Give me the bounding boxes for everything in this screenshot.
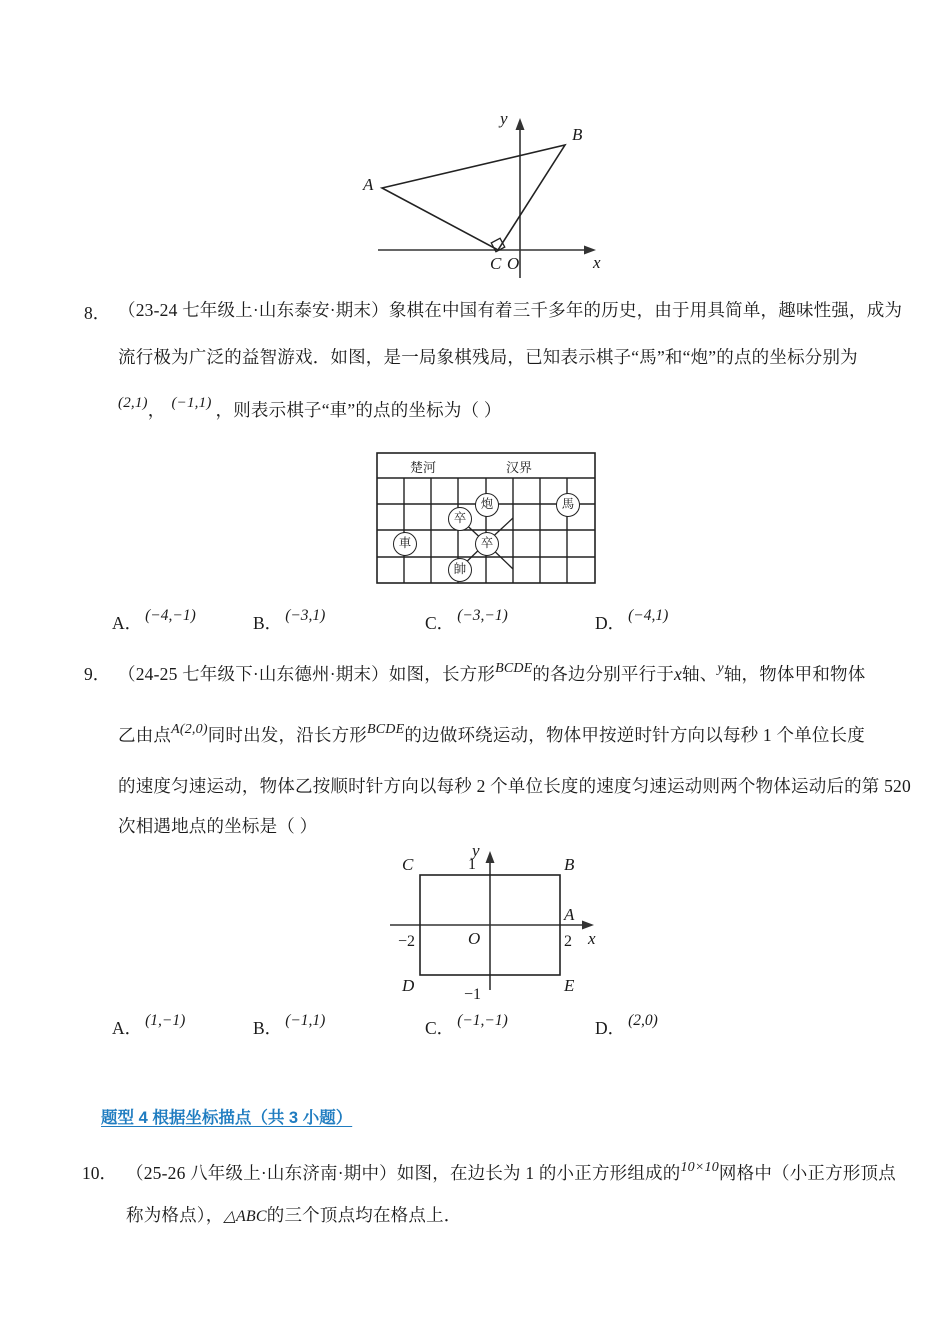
x-axis-label: x bbox=[593, 253, 601, 272]
y-axis-label: y bbox=[500, 109, 508, 128]
option-d-value: (−4,1) bbox=[628, 607, 669, 624]
chess-piece-ju[interactable]: 車 bbox=[393, 532, 417, 556]
q9-l1-y: y bbox=[717, 661, 724, 676]
option-c-label: C． bbox=[425, 613, 455, 633]
vertex-label-e: E bbox=[564, 976, 575, 995]
chess-piece-zu-2[interactable]: 卒 bbox=[475, 532, 499, 556]
triangle-abc bbox=[382, 145, 565, 250]
option-c-label: C． bbox=[425, 1018, 455, 1038]
q9-l2-a: 乙由点 bbox=[118, 725, 172, 745]
option-b-label: B． bbox=[253, 1018, 283, 1038]
option-a-label: A． bbox=[112, 613, 143, 633]
question8-option-b[interactable] bbox=[253, 607, 326, 635]
figure-chessboard bbox=[376, 452, 596, 584]
y-axis-arrow bbox=[486, 851, 495, 863]
coord-pao: (−1,1) bbox=[171, 395, 212, 411]
board-banner-right: 汉界 bbox=[506, 460, 533, 475]
q9-l1-a: （24-25 七年级下·山东德州·期末）如图，长方形 bbox=[118, 664, 496, 684]
option-d-value: (2,0) bbox=[628, 1012, 658, 1029]
tick-label-x-negative: −2 bbox=[398, 933, 416, 950]
vertex-label-a: A bbox=[564, 905, 575, 924]
x-axis-label: x bbox=[588, 929, 596, 948]
tick-label-y-positive: 1 bbox=[468, 856, 476, 873]
question9-option-c[interactable] bbox=[425, 1012, 508, 1040]
vertex-label-b: B bbox=[564, 855, 575, 874]
tick-label-y-negative: −1 bbox=[464, 986, 482, 1003]
tick-label-x-positive: 2 bbox=[564, 933, 572, 950]
option-a-label: A． bbox=[112, 1018, 143, 1038]
vertex-label-a: A bbox=[363, 175, 374, 194]
q10-l2-b: 的三个顶点均在格点上． bbox=[266, 1205, 462, 1225]
option-d-label: D． bbox=[595, 613, 626, 633]
rectangle-svg bbox=[380, 842, 620, 1002]
question8-coord-tail: ，则表示棋子“車”的点的坐标为（ ） bbox=[215, 400, 502, 420]
q9-l1-x: x bbox=[674, 664, 682, 684]
option-c-value: (−1,−1) bbox=[457, 1012, 508, 1029]
q10-l1-b: 网格中（小正方形顶点 bbox=[718, 1163, 896, 1183]
question8-option-c[interactable] bbox=[425, 607, 508, 635]
chess-piece-shuai[interactable]: 帥 bbox=[448, 558, 472, 582]
section-header-topic-4: 题型 4 根据坐标描点（共 3 小题） bbox=[101, 1109, 353, 1127]
origin-label-o: O bbox=[507, 254, 520, 273]
question10-line-2 bbox=[126, 1205, 461, 1226]
question10-line-1 bbox=[126, 1160, 896, 1184]
q10-l1-grid: 10×10 bbox=[680, 1160, 719, 1175]
question9-line-1 bbox=[118, 661, 865, 685]
chess-piece-zu-1[interactable]: 卒 bbox=[448, 507, 472, 531]
q10-l1-a: （25-26 八年级上·山东济南·期中）如图，在边长为 1 的小正方形组成的 bbox=[126, 1163, 681, 1183]
q9-l1-d: 轴，物体甲和物体 bbox=[723, 664, 866, 684]
option-a-value: (−4,−1) bbox=[145, 607, 196, 624]
figure-triangle-on-axes bbox=[360, 100, 620, 280]
option-a-value: (1,−1) bbox=[145, 1012, 186, 1029]
y-axis-label: y bbox=[472, 841, 480, 860]
question9-option-b[interactable] bbox=[253, 1012, 326, 1040]
vertex-label-c: C bbox=[402, 855, 414, 874]
option-b-value: (−3,1) bbox=[285, 607, 326, 624]
question9-option-d[interactable] bbox=[595, 1012, 658, 1040]
q9-l1-bcde: BCDE bbox=[495, 661, 533, 676]
option-c-value: (−3,−1) bbox=[457, 607, 508, 624]
question8-option-a[interactable] bbox=[112, 607, 196, 635]
coord-ma: (2,1) bbox=[118, 395, 148, 411]
question9-number: 9． bbox=[84, 664, 111, 684]
chess-piece-ma[interactable]: 馬 bbox=[556, 493, 580, 517]
q9-l2-b: 同时出发，沿长方形 bbox=[207, 725, 367, 745]
question8-option-d[interactable] bbox=[595, 607, 669, 635]
figure-rectangle-on-axes bbox=[380, 842, 620, 1002]
vertex-label-d: D bbox=[402, 976, 415, 995]
chessboard-svg bbox=[376, 452, 596, 584]
q9-l1-b: 的各边分别平行于 bbox=[532, 664, 675, 684]
question9-option-a[interactable] bbox=[112, 1012, 186, 1040]
question8-number: 8． bbox=[84, 303, 111, 323]
vertex-label-b: B bbox=[572, 125, 583, 144]
option-d-label: D． bbox=[595, 1018, 626, 1038]
question8-line-2: 流行极为广泛的益智游戏．如图，是一局象棋残局，已知表示棋子“馬”和“炮”的点的坐标分别为 bbox=[118, 347, 858, 367]
board-banner-left: 楚河 bbox=[410, 460, 437, 475]
q10-l2-a: 称为格点）， bbox=[126, 1205, 224, 1225]
question9-line-2 bbox=[118, 722, 865, 746]
origin-label-o: O bbox=[468, 929, 481, 948]
q9-l2-c: 的边做环绕运动，物体甲按逆时针方向以每秒 1 个单位长度 bbox=[404, 725, 865, 745]
q9-l1-c: 轴、 bbox=[682, 664, 718, 684]
option-b-value: (−1,1) bbox=[285, 1012, 326, 1029]
chess-piece-pao[interactable]: 炮 bbox=[475, 493, 499, 517]
q10-l2-triangle-abc: △ABC bbox=[223, 1208, 267, 1225]
q9-l2-bcde: BCDE bbox=[367, 722, 405, 737]
q9-l2-point: A(2,0) bbox=[171, 722, 208, 737]
question9-line-3: 的速度匀速运动，物体乙按顺时针方向以每秒 2 个单位长度的速度匀速运动则两个物体运动后的第 520 bbox=[118, 776, 911, 796]
question9-line-4: 次相遇地点的坐标是（ ） bbox=[118, 816, 318, 836]
triangle-svg bbox=[360, 100, 620, 280]
y-axis-arrow bbox=[516, 118, 525, 130]
vertex-label-c: C bbox=[490, 254, 502, 273]
coord-sep-1: ， bbox=[147, 400, 166, 420]
question8-coord-line bbox=[118, 395, 502, 421]
question8-line-1: （23-24 七年级上·山东泰安·期末）象棋在中国有着三千多年的历史，由于用具简单，趣味性强，成为 bbox=[118, 300, 903, 320]
option-b-label: B． bbox=[253, 613, 283, 633]
question10-number: 10． bbox=[82, 1163, 117, 1183]
